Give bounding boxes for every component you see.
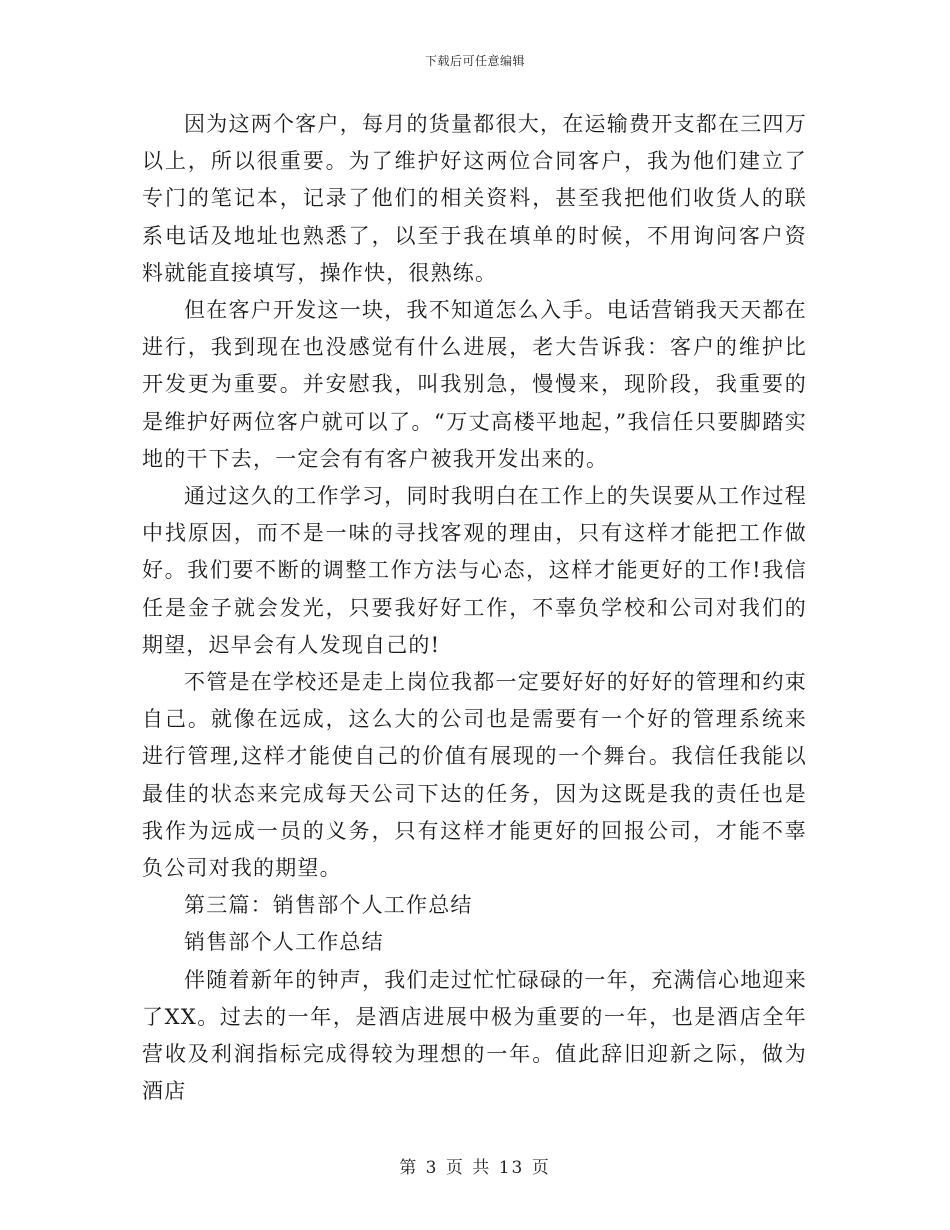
section-heading: 第三篇：销售部个人工作总结 [184, 893, 473, 918]
paragraph-new-year-intro: 伴随着新年的钟声，我们走过忙忙碌碌的一年，充满信心地迎来了XX。过去的一年，是酒店进展中极为重要的一年，也是酒店全年营收及利润指标完成得较为理想的一年。值此辞旧迎新之际，做为酒店 [142, 967, 807, 1104]
paragraph-client-maintenance: 因为这两个客户，每月的货量都很大，在运输费开支都在三四万以上，所以很重要。为了维护好这两位合同客户，我为他们建立了专门的笔记本，记录了他们的相关资料，甚至我把他们收货人的联系电话及地址也熟悉了，以至于我在填单的时候，不用询问客户资料就能直接填写，操作快，很熟练。 [142, 112, 807, 285]
page-header-note: 下载后可任意编辑 [424, 54, 525, 68]
paragraph-self-management: 不管是在学校还是走上岗位我都一定要好好的好好的管理和约束自己。就像在远成，这么大的公司也是需要有一个好的管理系统来进行管理,这样才能使自己的价值有展现的一个舞台。我信任我能以最佳的状态来完成每天公司下达的任务，因为这既是我的责任也是我作为远成一员的义务，只有这样才能更好的回报公司，才能不辜负公司对我的期望。 [142, 670, 807, 881]
paragraph-work-learning: 通过这久的工作学习，同时我明白在工作上的失误要从工作过程中找原因，而不是一味的寻找客观的理由，只有这样才能把工作做好。我们要不断的调整工作方法与心态，这样才能更好的工作!我信任是金子就会发光，只要我好好工作，不辜负学校和公司对我们的期望，迟早会有人发现自己的! [142, 484, 807, 657]
paragraph-client-development: 但在客户开发这一块，我不知道怎么入手。电话营销我天天都在进行，我到现在也没感觉有什么进展，老大告诉我：客户的维护比开发更为重要。并安慰我，叫我别急，慢慢来，现阶段，我重要的是维护好两位客户就可以了。“万丈高楼平地起，”我信任只要脚踏实地的干下去，一定会有有客户被我开发出来的。 [142, 298, 807, 471]
document-body [142, 106, 807, 1110]
page-number-footer: 第 3 页 共 13 页 [399, 1158, 551, 1178]
section-title: 销售部个人工作总结 [184, 930, 384, 955]
